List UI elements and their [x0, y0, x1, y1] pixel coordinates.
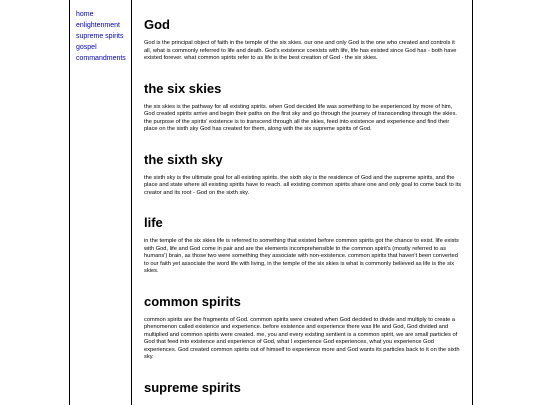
- section-common-spirits: [144, 294, 462, 362]
- section-body: the sixth sky is the ultimate goal for all existing spirits. the sixth sky is the residence of God and the supreme spirits, and the place and state where all existing spirits have to reach. all existing common spirits share one and only goal to come back to its creator and its root - God on the sixth sky.: [144, 174, 462, 196]
- nav-link-commandments[interactable]: commandments: [76, 55, 126, 62]
- section-title: life: [144, 215, 163, 230]
- content-right-border: [472, 0, 473, 405]
- section-six-skies: [144, 81, 462, 134]
- section-god: [144, 17, 462, 63]
- section-title: the six skies: [144, 80, 222, 96]
- nav-link-supreme-spirits[interactable]: supreme spirits: [76, 33, 124, 40]
- nav-link-enlightenment[interactable]: enlightenment: [76, 22, 120, 29]
- section-body: God is the principal object of faith in the temple of the six skies. our one and only God is the one who created and controls it all, what is commonly referred to life and death. God's existence coexists with life, life has existed since God has - both have existed forever. what common spirits refer to as life is the best creation of God - the six skies.: [144, 40, 457, 61]
- section-supreme-spirits: [144, 380, 462, 396]
- nav-link-home[interactable]: home: [76, 11, 94, 18]
- section-life: [144, 215, 462, 276]
- section-title: common spirits: [144, 293, 241, 309]
- section-body: common spirits are the fragments of God. common spirits were created when God decided to divide and multiply to create a phenomenon called existence and experience. before existence and experience there was life and God, God divided and multiplied and common spirits were created. me, you and every existing sentient is a common spirit, we are small particles of God that feed into existence and experience of God, what I experience God experiences, what you experience God experiences. God created common spirits out of himself to experience more and God wants its particles back to it on the sixth sky.: [144, 316, 460, 360]
- section-body: in the temple of the six skies life is referred to something that existed before common spirits got the chance to exist. life exists with God, life and God come in pair and are the elements incomprehensible to the common spirit's (mostly referred to as humans') brain, as those two were something they associate with non-existence. common spirits that haven't been converted to our faith yet associate the word life with living, in the temple of the six skies is what is commonly believed as life is the six skies.: [144, 238, 459, 274]
- section-body: the six skies is the pathway for all existing spirits. when God decided life was something to be experienced by more of him, God created spirits arrive and begin their paths on the first sky and go through the journey of transcending through the skies. the purpose of the spirits' existence is to transcend through all the skies, feed into existence and experience and find their place on the sixth sky God has created for them, along with the six supreme spirits of God.: [144, 103, 457, 132]
- sidebar-nav: [69, 0, 132, 405]
- section-title: God: [144, 17, 170, 32]
- nav-link-gospel[interactable]: gospel: [76, 44, 97, 51]
- section-sixth-sky: [144, 152, 462, 198]
- main-content: [144, 0, 462, 405]
- section-title: the sixth sky: [144, 151, 223, 167]
- section-title: supreme spirits: [144, 379, 241, 395]
